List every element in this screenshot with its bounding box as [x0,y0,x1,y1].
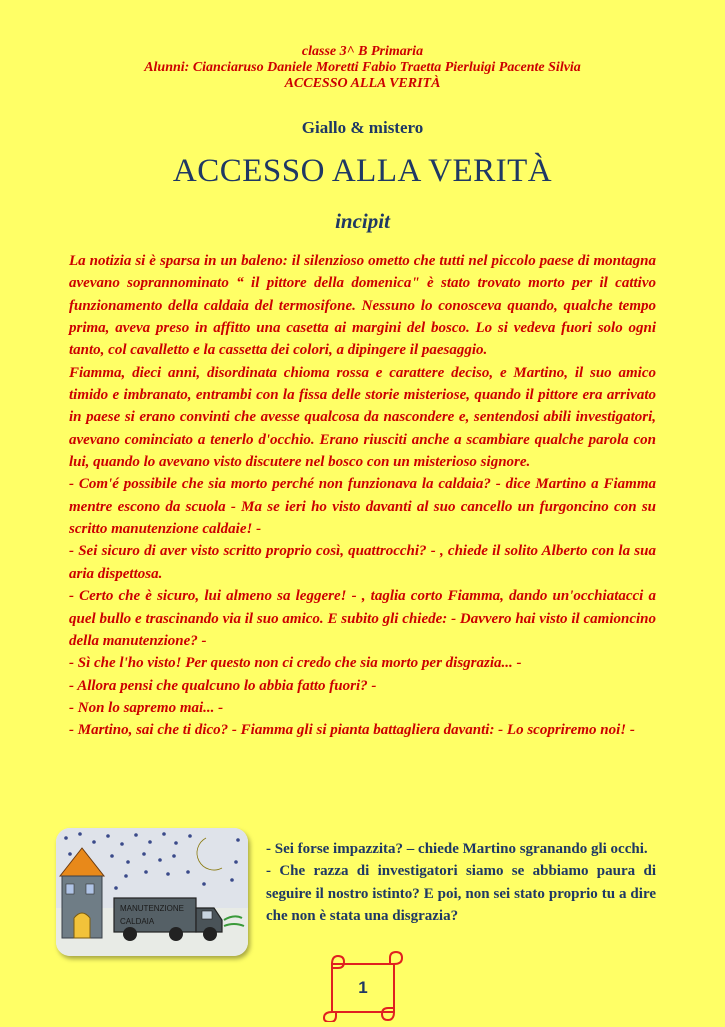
story-paragraph: - Martino, sai che ti dico? - Fiamma gli si pianta battagliera davanti: - Lo scopriremo noi! - [69,722,635,739]
story-paragraph: La notizia si è sparsa in un baleno: il silenzioso ometto che tutti nel piccolo paese di montagna avevano soprannominato “ il pittore della domenica" è stato trovato morto per il cattivo funzionamento della caldaia del termosifone. Nessuno lo conosceva quando, qualche tempo prima, aveva preso in affitto una casetta ai margini del bosco. Lo si vedeva fuori solo ogni tanto, col cavalletto e la cassetta dei colori, a dipingere il paesaggio. [69,253,656,359]
side-paragraph: - Sei forse impazzita? – chiede Martino sgranando gli occhi. [266,841,648,857]
document-header [0,44,725,92]
story-paragraph: - Non lo sapremo mai... - [69,699,224,716]
section-subtitle: incipit [335,209,390,233]
truck-label-2: CALDAIA [120,917,155,926]
story-paragraph: - Certo che è sicuro, lui almeno sa leggere! - , taglia corto Fiamma, dando un'occhiatacci a quel bullo e trascinando via il suo amico. E subito gli chiede: - Davvero hai visto il camioncino della manutenzione? - [69,588,656,649]
header-title-line: ACCESSO ALLA VERITÀ [284,76,441,91]
story-paragraph: - Sei sicuro di aver visto scritto proprio così, quattrocchi? - , chiede il solito Alberto con la sua aria dispettosa. [69,543,656,582]
side-text [266,838,656,927]
story-paragraph: - Sì che l'ho visto! Per questo non ci credo che sia morto per disgrazia... - [69,655,522,672]
truck-label-1: MANUTENZIONE [120,904,184,913]
students-line: Alunni: Cianciaruso Daniele Moretti Fabio Traetta Pierluigi Pacente Silvia [144,60,581,75]
story-text [69,250,656,742]
story-paragraph: - Allora pensi che qualcuno lo abbia fatto fuori? - [69,677,377,694]
page-title: ACCESSO ALLA VERITÀ [172,153,553,189]
story-paragraph: - Com'é possibile che sia morto perché non funzionava la caldaia? - dice Martino a Fiamma mentre escono da scuola - Ma se ieri ho visto davanti al suo cancello un furgoncino con su scritto manutenzione caldaie! - [69,476,656,538]
story-paragraph: Fiamma, dieci anni, disordinata chioma rossa e carattere deciso, e Martino, il suo amico timido e imbranato, entrambi con la fissa delle storie misteriose, quando il pittore era arrivato in paese si erano convinti che avesse qualcosa da nascondere e, sentendosi abili investigatori, avevano cominciato a tenerlo d'occhio. Erano riusciti anche a scambiare qualche parola con lui, quando lo avevano visto discutere nel bosco con un misterioso signore. [69,364,656,471]
child-drawing-image [56,828,248,956]
drawing-illustration [56,828,248,956]
page-number-badge [318,950,408,1022]
side-paragraph: - Che razza di investigatori siamo se abbiamo paura di seguire il nostro istinto? E poi, non sei stato proprio tu a dire che non è stata una disgrazia? [266,863,656,924]
genre-label: Giallo & mistero [301,118,424,137]
page-number: 1 [358,978,368,997]
class-line: classe 3^ B Primaria [301,44,424,59]
